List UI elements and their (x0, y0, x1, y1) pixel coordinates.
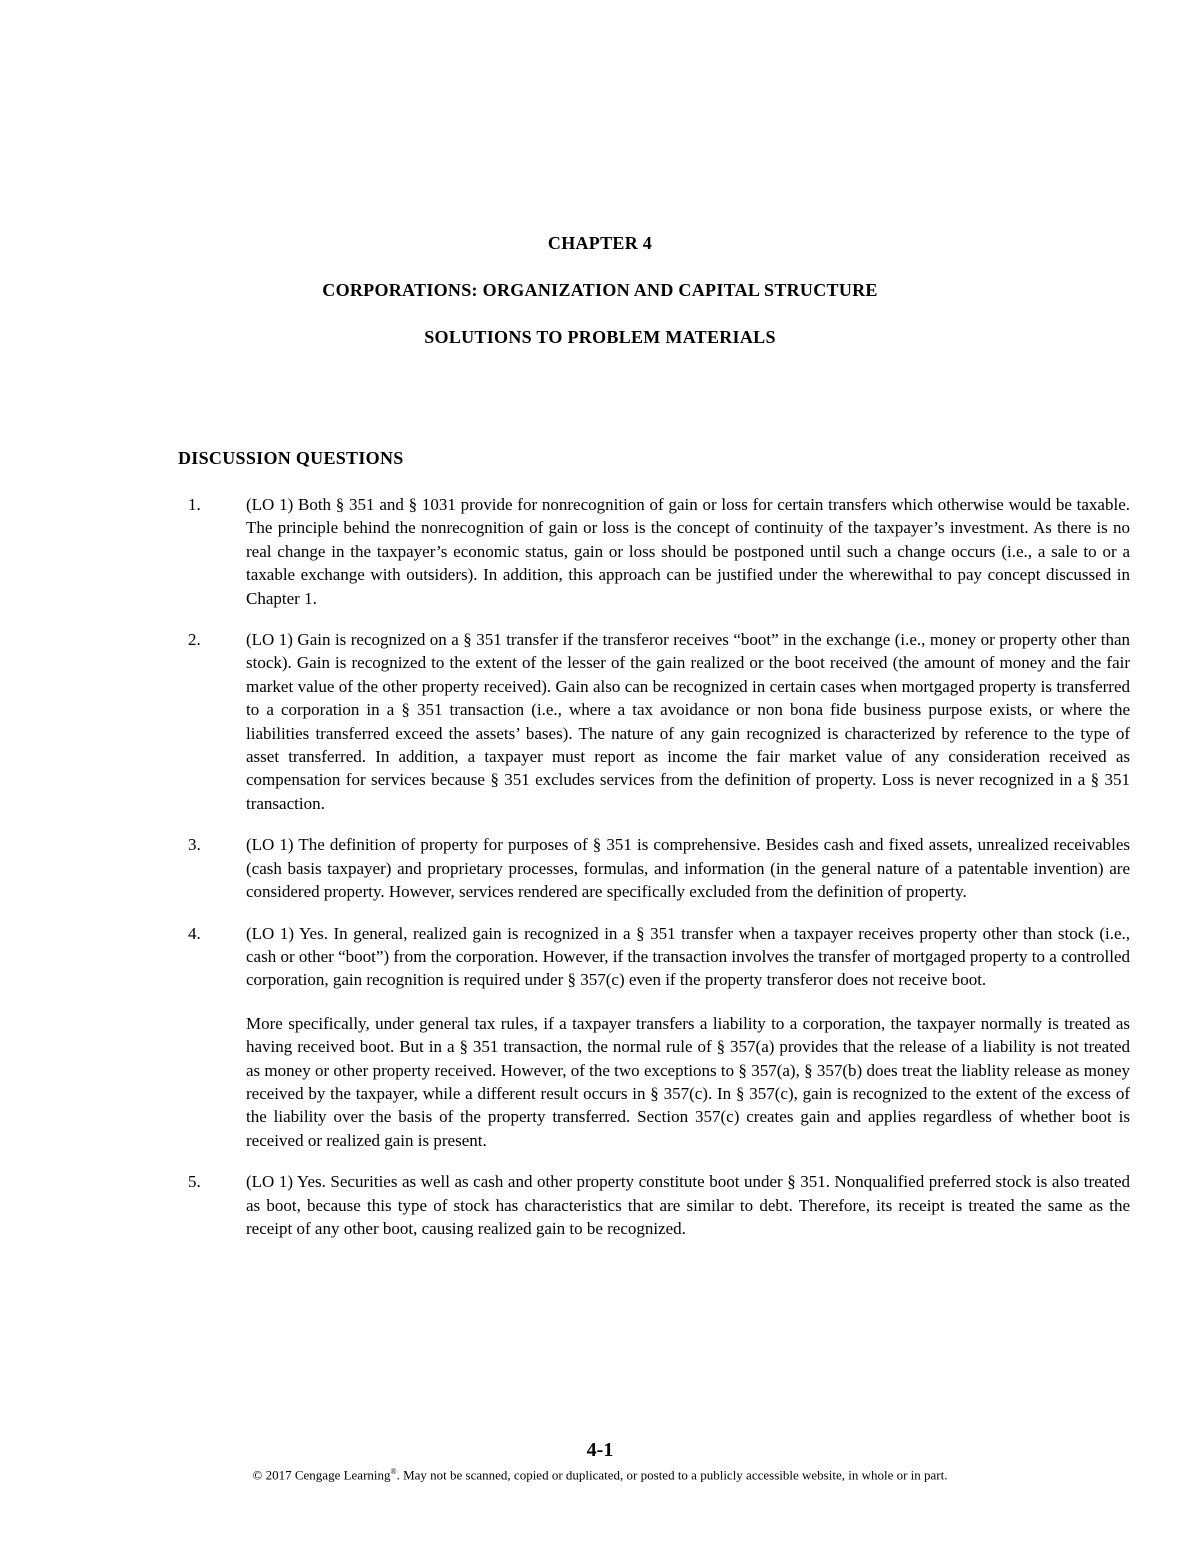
page-footer (0, 1438, 1200, 1483)
copyright-notice (0, 1464, 1200, 1483)
question-item (178, 1170, 1130, 1240)
title-block (0, 232, 1200, 348)
question-body (246, 922, 1130, 1153)
question-body (246, 628, 1130, 815)
question-item (178, 922, 1130, 1153)
question-item (178, 833, 1130, 903)
answer-paragraph: (LO 1) The definition of property for purposes of § 351 is comprehensive. Besides cash and fixed assets, unrealized receivables (cash basis taxpayer) and proprietary processes, formulas, and information (in the general nature of a patentable invention) are considered property. However, services rendered are specifically excluded from the definition of property. (246, 835, 1130, 902)
question-number: 2. (188, 630, 201, 650)
answer-paragraph: (LO 1) Yes. In general, realized gain is recognized in a § 351 transfer when a taxpayer receives property other than stock (i.e., cash or other “boot”) from the corporation. However, if the transaction involves the transfer of mortgaged property to a controlled corporation, gain recognition is required under § 357(c) even if the property transferor does not receive boot. (246, 923, 1130, 990)
question-number: 5. (188, 1172, 201, 1192)
chapter-number: CHAPTER 4 (547, 233, 653, 253)
answer-paragraph: More specifically, under general tax rules, if a taxpayer transfers a liability to a corporation, the taxpayer normally is treated as having received boot. But in a § 351 transaction, the normal rule of § 357(a) provides that the release of a liability is not treated as money or other property received. However, of the two exceptions to § 357(a), § 357(b) does treat the liablity release as money received by the taxpayer, while a different result occurs in § 357(c). In § 357(c), gain is recognized to the extent of the excess of the liability over the basis of the property transferred. Section 357(c) creates gain and applies regardless of whether boot is received or realized gain is present. (246, 1013, 1130, 1150)
question-body (246, 833, 1130, 903)
question-list (178, 493, 1130, 1258)
question-number: 4. (188, 923, 201, 943)
answer-paragraph: (LO 1) Both § 351 and § 1031 provide for nonrecognition of gain or loss for certain transfers which otherwise would be taxable. The principle behind the nonrecognition of gain or loss is the concept of continuity of the taxpayer’s investment. As there is no real change in the taxpayer’s economic status, gain or loss should be postponed until such a change occurs (i.e., a sale to or a taxable exchange with outsiders). In addition, this approach can be justified under the wherewithal to pay concept discussed in Chapter 1. (246, 495, 1130, 608)
chapter-title: CORPORATIONS: ORGANIZATION AND CAPITAL STRUCTURE (322, 280, 878, 300)
chapter-subtitle: SOLUTIONS TO PROBLEM MATERIALS (424, 327, 776, 347)
question-number: 3. (188, 835, 201, 855)
registered-mark: ® (390, 1467, 397, 1476)
answer-paragraph: (LO 1) Yes. Securities as well as cash and other property constitute boot under § 351. Nonqualified preferred stock is also treated as boot, because this type of stock has characteristics that are similar to debt. Therefore, its receipt is treated the same as the receipt of any other boot, causing realized gain to be recognized. (246, 1172, 1130, 1238)
answer-paragraph: (LO 1) Gain is recognized on a § 351 transfer if the transferor receives “boot” in the exchange (i.e., money or property other than stock). Gain is recognized to the extent of the lesser of the gain realized or the boot received (the amount of money and the fair market value of the other property received). Gain also can be recognized in certain cases when mortgaged property is transferred to a corporation in a § 351 transaction (i.e., where a tax avoidance or non bona fide business purpose exists, or where the liabilities transferred exceed the assets’ bases). The nature of any gain recognized is characterized by reference to the type of asset transferred. In addition, a taxpayer must report as income the fair market value of any consideration received as compensation for services because § 351 excludes services from the definition of property. Loss is never recognized in a § 351 transaction. (246, 630, 1130, 813)
copyright-suffix: . May not be scanned, copied or duplicated, or posted to a publicly accessible website, in whole or in part. (396, 1467, 948, 1483)
question-body (246, 493, 1130, 610)
question-body (246, 1170, 1130, 1240)
section-heading: DISCUSSION QUESTIONS (178, 448, 404, 468)
question-item (178, 628, 1130, 815)
question-number: 1. (188, 495, 201, 514)
copyright-prefix: © 2017 Cengage Learning (252, 1467, 391, 1483)
page-number: 4-1 (586, 1439, 614, 1461)
question-item (178, 493, 1130, 610)
